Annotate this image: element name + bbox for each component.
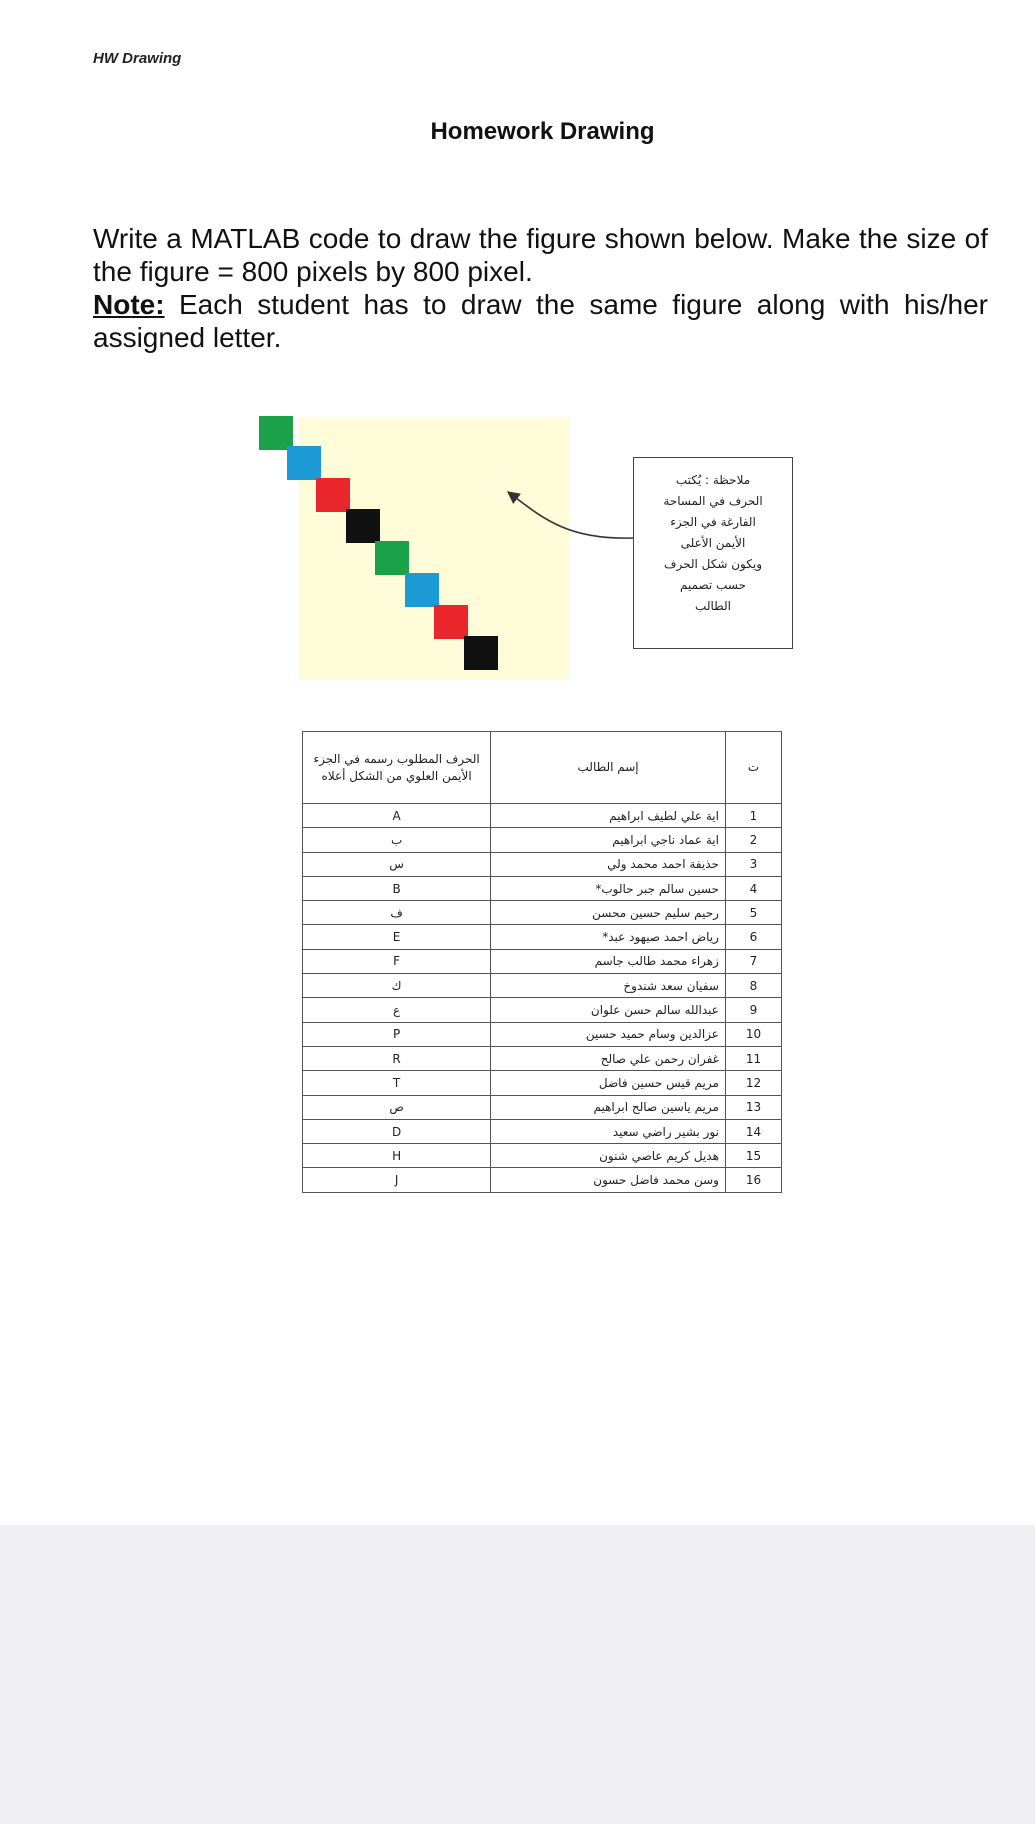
cell-letter: R <box>303 1046 491 1070</box>
note-label: Note: <box>93 289 165 320</box>
note-line: الطالب <box>695 599 731 613</box>
table-row <box>303 1095 782 1119</box>
table-row <box>303 1071 782 1095</box>
figure-square <box>316 478 350 512</box>
cell-letter: ص <box>303 1095 491 1119</box>
table-row <box>303 1119 782 1143</box>
note-paragraph <box>93 288 988 354</box>
note-line: ملاحظة : يُكتب <box>675 473 751 487</box>
table-row <box>303 1022 782 1046</box>
cell-num: 2 <box>725 828 781 852</box>
cell-letter: D <box>303 1119 491 1143</box>
figure-square <box>346 509 380 543</box>
cell-num: 8 <box>725 974 781 998</box>
cell-name: حسين سالم جبر حالوب* <box>491 876 726 900</box>
cell-name: وسن محمد فاضل حسون <box>491 1168 726 1192</box>
note-line: ويكون شكل الحرف <box>664 557 762 571</box>
instruction-text: Write a MATLAB code to draw the figure shown below. Make the size of the figure = 800 pixels by 800 pixel. <box>93 223 988 287</box>
cell-letter: F <box>303 949 491 973</box>
cell-letter: ع <box>303 998 491 1022</box>
document-title: Homework Drawing <box>430 118 655 145</box>
cell-name: مريم قيس حسين فاضل <box>491 1071 726 1095</box>
header-num: ت <box>725 732 781 804</box>
cell-name: زهراء محمد طالب جاسم <box>491 949 726 973</box>
cell-num: 11 <box>725 1046 781 1070</box>
figure-square <box>287 446 321 480</box>
instructions <box>93 222 988 354</box>
cell-letter: P <box>303 1022 491 1046</box>
cell-num: 9 <box>725 998 781 1022</box>
cell-letter: T <box>303 1071 491 1095</box>
cell-name: رياض احمد صيهود عبد* <box>491 925 726 949</box>
cell-letter: J <box>303 1168 491 1192</box>
figure-square <box>405 573 439 607</box>
table-header-row <box>303 732 782 804</box>
cell-num: 12 <box>725 1071 781 1095</box>
table-row <box>303 949 782 973</box>
cell-name: هديل كريم عاصي شنون <box>491 1144 726 1168</box>
cell-num: 7 <box>725 949 781 973</box>
table-row <box>303 1046 782 1070</box>
cell-num: 6 <box>725 925 781 949</box>
note-text: Each student has to draw the same figure along with his/her assigned letter. <box>93 289 988 353</box>
cell-letter: س <box>303 852 491 876</box>
cell-name: رحيم سليم حسين محسن <box>491 901 726 925</box>
figure-square <box>434 605 468 639</box>
table-row <box>303 925 782 949</box>
cell-letter: B <box>303 876 491 900</box>
cell-name: اية علي لطيف ابراهيم <box>491 804 726 828</box>
cell-num: 3 <box>725 852 781 876</box>
cell-letter: ب <box>303 828 491 852</box>
cell-name: حذيفة احمد محمد ولي <box>491 852 726 876</box>
cell-letter: ك <box>303 974 491 998</box>
cell-name: اية عماد ناجي ابراهيم <box>491 828 726 852</box>
cell-num: 1 <box>725 804 781 828</box>
cell-letter: A <box>303 804 491 828</box>
note-line: الحرف في المساحة <box>663 494 763 508</box>
students-table <box>302 731 782 1193</box>
header-letter: الحرف المطلوب رسمه في الجزء الأيمن العلوي من الشكل أعلاه <box>303 732 491 804</box>
cell-name: مريم ياسين صالح ابراهيم <box>491 1095 726 1119</box>
figure-square <box>375 541 409 575</box>
cell-num: 13 <box>725 1095 781 1119</box>
figure-square <box>259 416 293 450</box>
cell-name: عزالدين وسام حميد حسين <box>491 1022 726 1046</box>
cell-letter: H <box>303 1144 491 1168</box>
cell-num: 15 <box>725 1144 781 1168</box>
table-row <box>303 901 782 925</box>
note-line: حسب تصميم <box>679 578 746 592</box>
viewer-background <box>0 1525 1035 1824</box>
cell-name: غفران رحمن علي صالح <box>491 1046 726 1070</box>
header-name: إسم الطالب <box>491 732 726 804</box>
table-row <box>303 876 782 900</box>
header-label: HW Drawing <box>93 50 182 67</box>
cell-num: 10 <box>725 1022 781 1046</box>
table-row <box>303 998 782 1022</box>
table-row <box>303 828 782 852</box>
cell-num: 4 <box>725 876 781 900</box>
table-row <box>303 1144 782 1168</box>
arrow-connector <box>500 480 640 550</box>
table-row <box>303 974 782 998</box>
cell-letter: E <box>303 925 491 949</box>
cell-num: 14 <box>725 1119 781 1143</box>
cell-name: نور بشير راضي سعيد <box>491 1119 726 1143</box>
cell-num: 5 <box>725 901 781 925</box>
figure-square <box>464 636 498 670</box>
table-row <box>303 804 782 828</box>
cell-letter: ف <box>303 901 491 925</box>
note-line: الأيمن الأعلى <box>680 536 746 550</box>
cell-name: سفيان سعد شندوخ <box>491 974 726 998</box>
note-box <box>633 457 793 649</box>
note-line: الفارغة في الجزء <box>670 515 756 529</box>
cell-name: عبدالله سالم حسن علوان <box>491 998 726 1022</box>
table-row <box>303 852 782 876</box>
table-row <box>303 1168 782 1192</box>
cell-num: 16 <box>725 1168 781 1192</box>
